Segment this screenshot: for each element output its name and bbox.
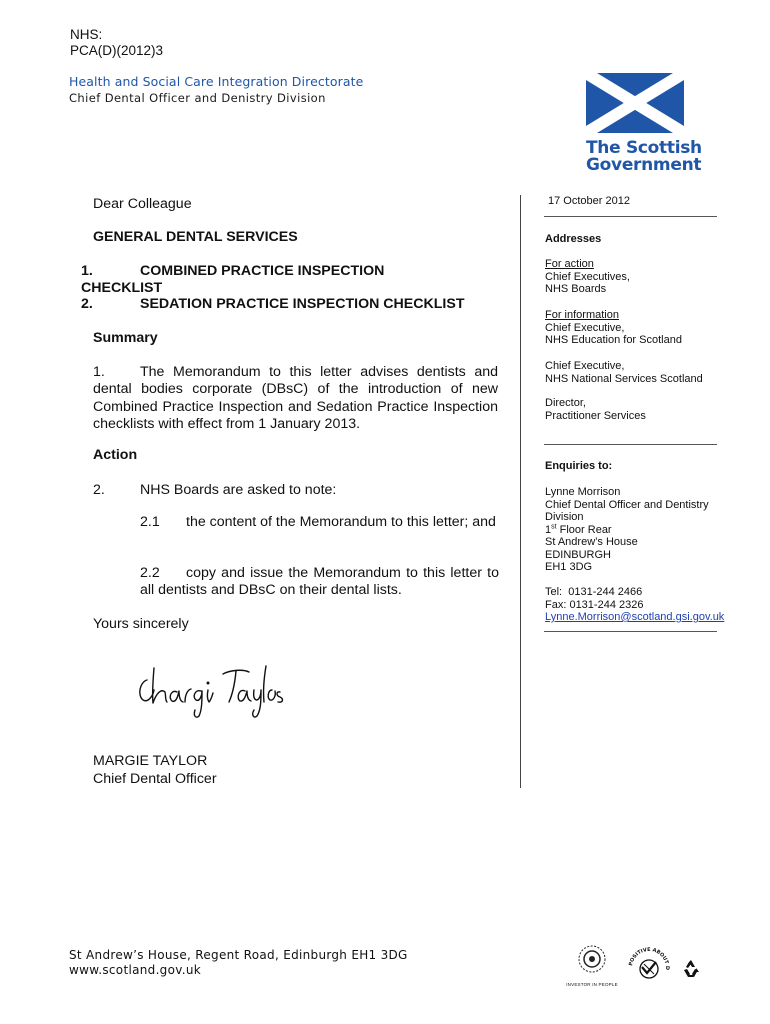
division-name: Chief Dental Officer and Denistry Division: [69, 91, 326, 105]
contact-block: [545, 486, 709, 574]
handwritten-signature: [135, 660, 290, 725]
svg-text:POSITIVE ABOUT DISABLED PEOPLE: [626, 942, 670, 970]
salutation: Dear Colleague: [93, 196, 192, 212]
reference-block: [70, 27, 163, 59]
nss-block: [545, 360, 703, 385]
ps-line-2: Practitioner Services: [545, 409, 646, 422]
email-link[interactable]: Lynne.Morrison@scotland.gsi.gov.uk: [545, 611, 725, 623]
fax: Fax: 0131-244 2326: [545, 598, 644, 611]
enquiries-heading: Enquiries to:: [545, 460, 613, 472]
letter-heading: GENERAL DENTAL SERVICES: [93, 229, 298, 245]
paragraph-2: [93, 482, 336, 499]
nss-line-1: Chief Executive,: [545, 360, 625, 372]
action-heading: Action: [93, 447, 138, 463]
addresses-heading: Addresses: [545, 233, 602, 245]
subject-item-2-line-1: SEDATION PRACTICE INSPECTION CHECKLIST: [140, 296, 465, 312]
scottish-government-logo: [586, 73, 702, 174]
for-information-line-2: NHS Education for Scotland: [545, 334, 682, 346]
for-information-line-1: Chief Executive,: [545, 321, 625, 334]
for-action-block: [545, 258, 630, 296]
floor-suffix: st: [551, 522, 557, 530]
for-action-label: For action: [545, 258, 594, 270]
phone-block: [545, 586, 724, 624]
for-information-label: For information: [545, 309, 619, 321]
sidebar-rule-2: [544, 444, 717, 445]
investor-in-people-label: INVESTOR IN PEOPLE: [566, 982, 618, 987]
contact-line-3: Division: [545, 511, 584, 523]
closing: Yours sincerely: [93, 616, 189, 632]
paragraph-2-number: 2.: [93, 482, 105, 498]
ps-line-1: Director,: [545, 397, 586, 409]
signatory-name: MARGIE TAYLOR: [93, 753, 208, 769]
address-line-3: EH1 3DG: [545, 561, 593, 573]
sub-item-2-1-number: 2.1: [140, 514, 160, 530]
for-action-line-1: Chief Executives,: [545, 270, 630, 283]
address-line-1: St Andrew’s House: [545, 536, 638, 548]
recycle-icon: [680, 958, 702, 983]
telephone: Tel: 0131-244 2466: [545, 586, 643, 598]
for-information-block: [545, 309, 682, 347]
letter-date: 17 October 2012: [548, 195, 630, 207]
sub-item-2-1-text: the content of the Memorandum to this letter; and: [186, 514, 496, 530]
paragraph-1: [93, 364, 498, 434]
logo-text-line-2: Government: [586, 155, 702, 175]
disability-symbol-icon: [626, 942, 672, 986]
paragraph-1-number: 1.: [93, 364, 105, 380]
disability-badge: [626, 942, 672, 986]
reference-line-2: PCA(D)(2012)3: [70, 43, 164, 58]
column-divider: [520, 195, 521, 788]
directorate-title: Health and Social Care Integration Directorate: [69, 74, 364, 89]
paragraph-2-text: NHS Boards are asked to note:: [140, 482, 337, 498]
sub-item-2-2-number: 2.2: [140, 565, 160, 581]
contact-line-1: Lynne Morrison: [545, 486, 621, 498]
sub-item-2-2: [140, 565, 499, 600]
floor-rest: Floor Rear: [556, 523, 612, 536]
subject-item-1-line-2: CHECKLIST: [81, 280, 163, 297]
sidebar-rule-3: [544, 631, 717, 632]
subject-item-1-line-1: COMBINED PRACTICE INSPECTION: [140, 263, 385, 279]
investor-in-people-icon: [564, 943, 620, 977]
sub-item-2-2-text: copy and issue the Memorandum to this letter to all dentists and DBsC on their dental lists.: [140, 565, 499, 599]
subject-item-1-number: 1.: [81, 263, 93, 279]
floor-line: [545, 524, 709, 537]
signatory-title: Chief Dental Officer: [93, 771, 217, 787]
floor-number: 1: [545, 523, 552, 536]
footer-website[interactable]: www.scotland.gov.uk: [69, 963, 201, 977]
logo-text-line-1: The Scottish: [586, 138, 702, 158]
practitioner-services-block: [545, 397, 646, 422]
disability-badge-text: POSITIVE ABOUT D: [628, 946, 671, 971]
address-line-2: EDINBURGH: [545, 548, 612, 561]
paragraph-1-text: The Memorandum to this letter advises dentists and dental bodies corporate (DBsC) of the introduction of new Combined Practice Inspection and Sedation Practice Inspection checklists with effect from 1 January 2013.: [93, 364, 498, 433]
reference-line-1: NHS:: [70, 27, 103, 42]
summary-heading: Summary: [93, 330, 158, 346]
footer-address: St Andrew’s House, Regent Road, Edinburgh EH1 3DG: [69, 948, 408, 962]
for-action-line-2: NHS Boards: [545, 283, 607, 295]
contact-line-2: Chief Dental Officer and Dentistry: [545, 498, 709, 511]
subject-item-2: [81, 296, 511, 313]
nss-line-2: NHS National Services Scotland: [545, 372, 703, 385]
saltire-flag-icon: [586, 73, 684, 133]
sidebar-rule-1: [544, 216, 717, 217]
subject-item-2-number: 2.: [81, 296, 93, 312]
sub-item-2-1: [140, 514, 499, 531]
subject-item-1: [81, 263, 501, 298]
investor-in-people-badge: [564, 943, 620, 987]
